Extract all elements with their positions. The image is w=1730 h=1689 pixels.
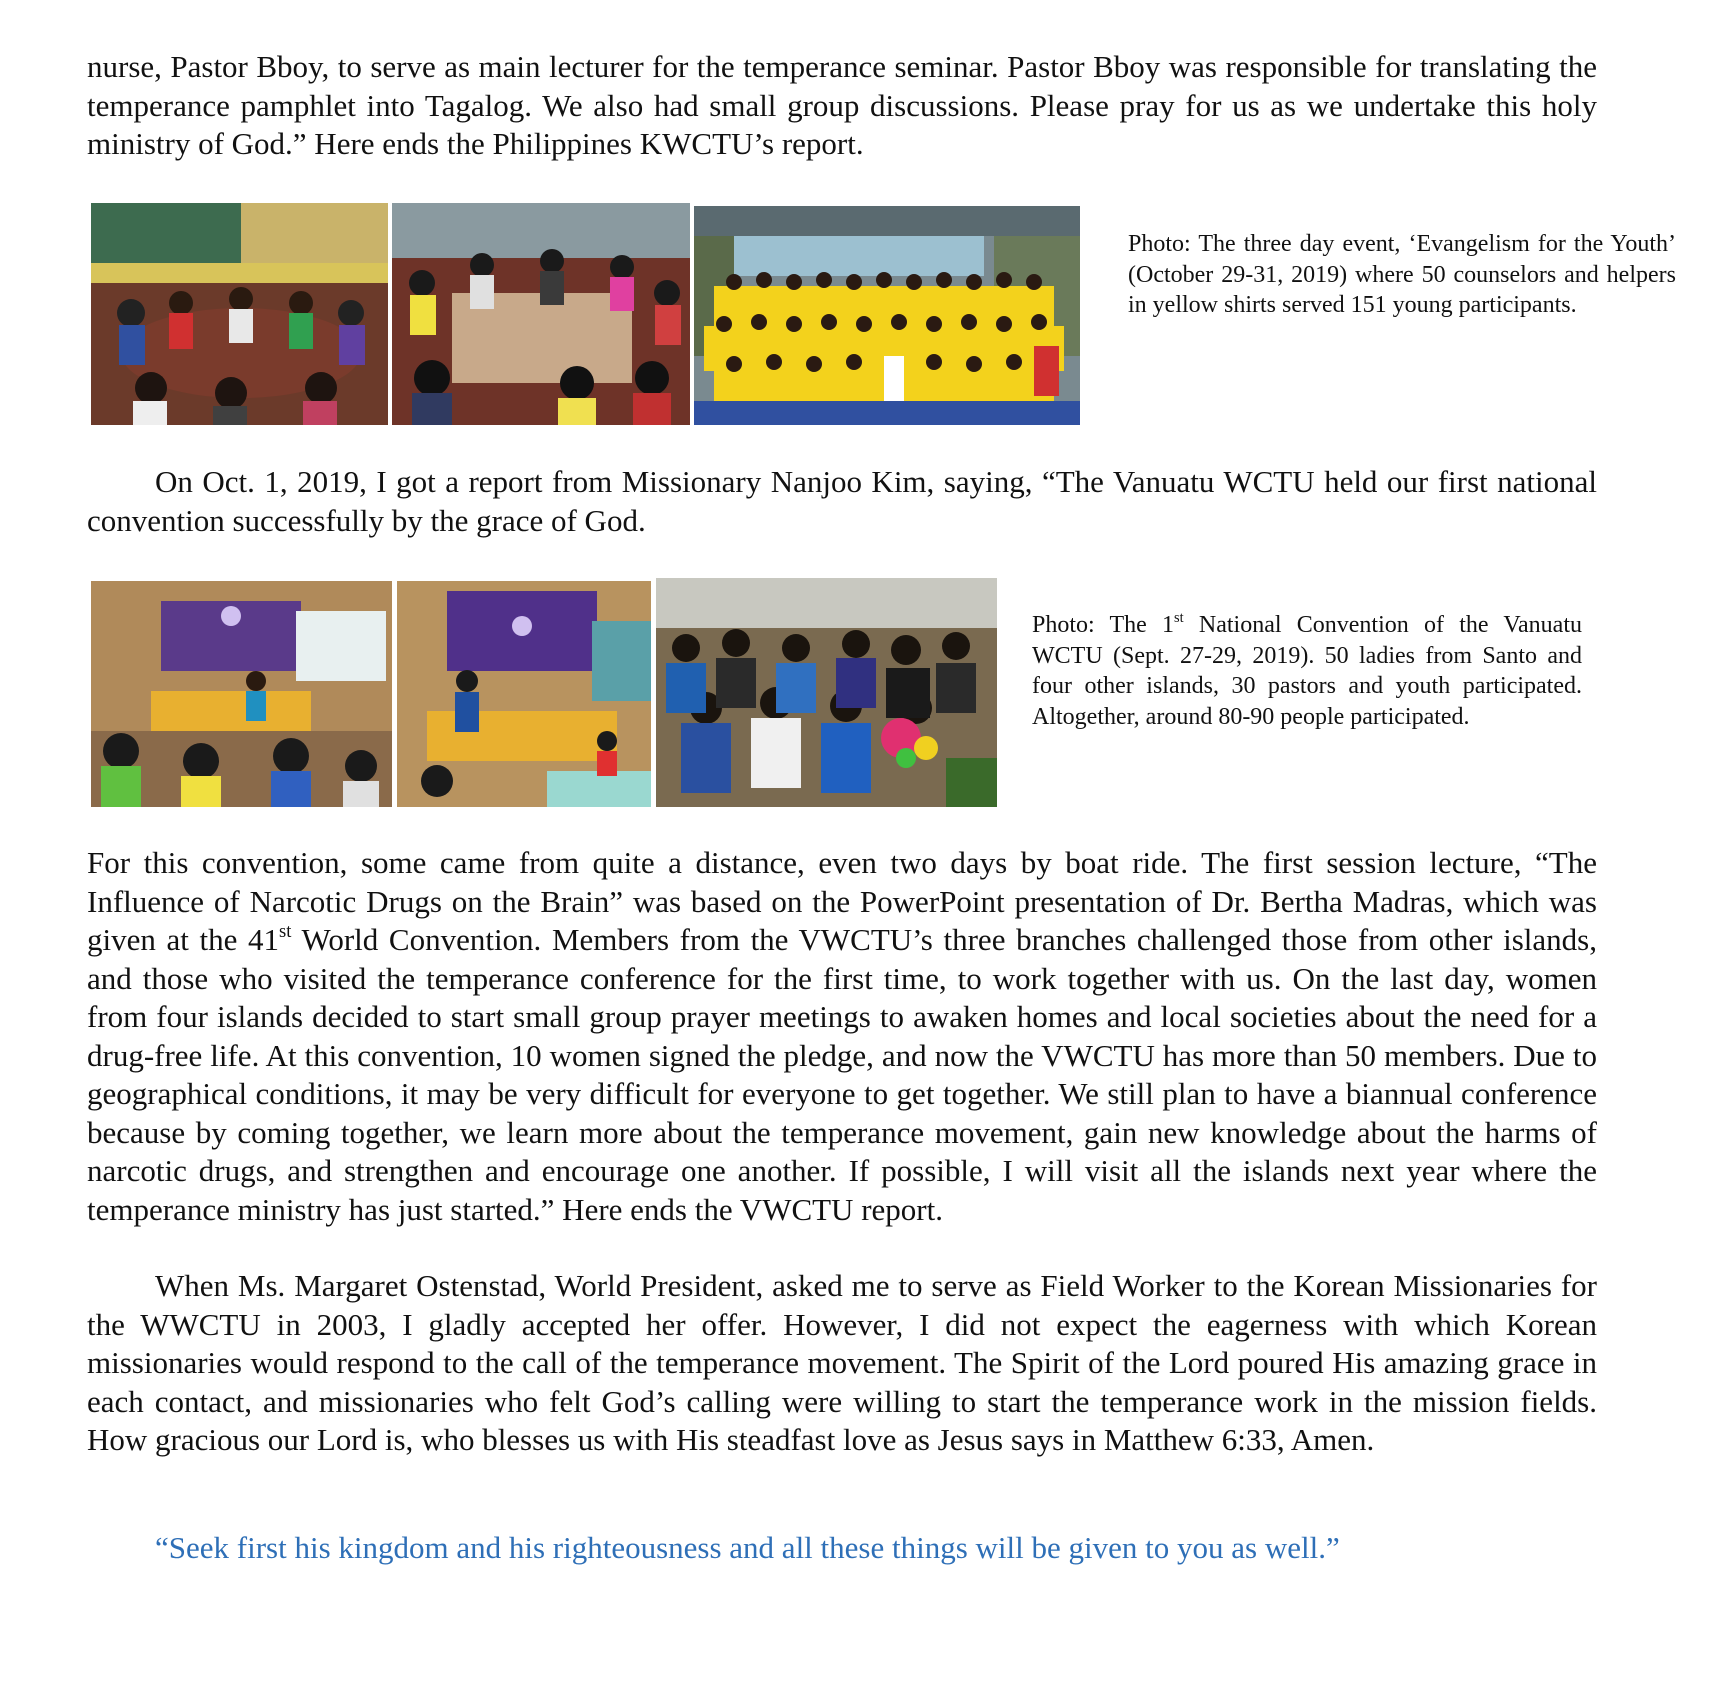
caption-vanuatu-convention bbox=[1032, 610, 1582, 732]
paragraph-vanuatu-intro bbox=[87, 463, 1597, 540]
caption-superscript: st bbox=[1174, 609, 1184, 626]
photo-convention-hall-2 bbox=[397, 581, 651, 807]
paragraph-text-after: World Convention. Members from the VWCTU’s three branches challenged those from other islands, and those who visited the temperance conference for the first time, to work together with us. On the last day, women from four islands decided to start small group prayer meetings to awaken homes and local societies about the need for a drug-free life. At this convention, 10 women signed the pledge, and now the VWCTU has more than 50 members. Due to geographical conditions, it may be very difficult for everyone to get together. We still plan to have a biannual conference because by coming together, we learn more about the temperance movement, gain new knowledge about the harms of narcotic drugs, and strengthen and encourage one another. If possible, I will visit all the islands next year where the temperance ministry has just started.” Here ends the VWCTU report. bbox=[87, 922, 1597, 1227]
paragraph-superscript: st bbox=[279, 920, 292, 942]
photo-convention-hall-1 bbox=[91, 581, 392, 807]
photo-youth-circle-2 bbox=[392, 203, 690, 425]
paragraph-text: On Oct. 1, 2019, I got a report from Missionary Nanjoo Kim, saying, “The Vanuatu WCTU held our first national convention successfully by the grace of God. bbox=[87, 464, 1597, 538]
photo-youth-group bbox=[694, 206, 1080, 425]
caption-text-before: Photo: The 1 bbox=[1032, 612, 1175, 638]
scripture-quote: “Seek first his kingdom and his righteousness and all these things will be given to you as well.” bbox=[155, 1530, 1340, 1565]
caption-text-after: National Convention of the Vanuatu WCTU (Sept. 27-29, 2019). 50 ladies from Santo and four other islands, 30 pastors and youth participated. Altogether, around 80-90 people participated. bbox=[1032, 612, 1582, 730]
paragraph-text: nurse, Pastor Bboy, to serve as main lecturer for the temperance seminar. Pastor Bboy was responsible for translating the temperance pamphlet into Tagalog. We also had small group discussions. Please pray for us as we undertake this holy ministry of God.” Here ends the Philippines KWCTU’s report. bbox=[87, 49, 1597, 161]
paragraph-text: When Ms. Margaret Ostenstad, World President, asked me to serve as Field Worker to the Korean Missionaries for the WWCTU in 2003, I gladly accepted her offer. However, I did not expect the eagerness with which Korean missionaries would respond to the call of the temperance movement. The Spirit of the Lord poured His amazing grace in each contact, and missionaries who felt God’s calling were willing to start the temperance work in the mission fields. How gracious our Lord is, who blesses us with His steadfast love as Jesus says in Matthew 6:33, Amen. bbox=[87, 1268, 1597, 1457]
paragraph-field-worker bbox=[87, 1267, 1597, 1460]
photo-convention-audience bbox=[656, 578, 997, 807]
paragraph-text-before: For this convention, some came from quite a distance, even two days by boat ride. The first session lecture, “The Influence of Narcotic Drugs on the Brain” was based on the PowerPoint presentation of Dr. Bertha Madras, which was given at the 41 bbox=[87, 845, 1597, 957]
photo-youth-circle-1 bbox=[91, 203, 388, 425]
caption-youth-event: Photo: The three day event, ‘Evangelism for the Youth’ (October 29-31, 2019) where 50 counselors and helpers in yellow shirts served 151 young participants. bbox=[1128, 231, 1676, 318]
paragraph-philippines-report bbox=[87, 48, 1597, 164]
paragraph-vanuatu-convention bbox=[87, 844, 1597, 1229]
